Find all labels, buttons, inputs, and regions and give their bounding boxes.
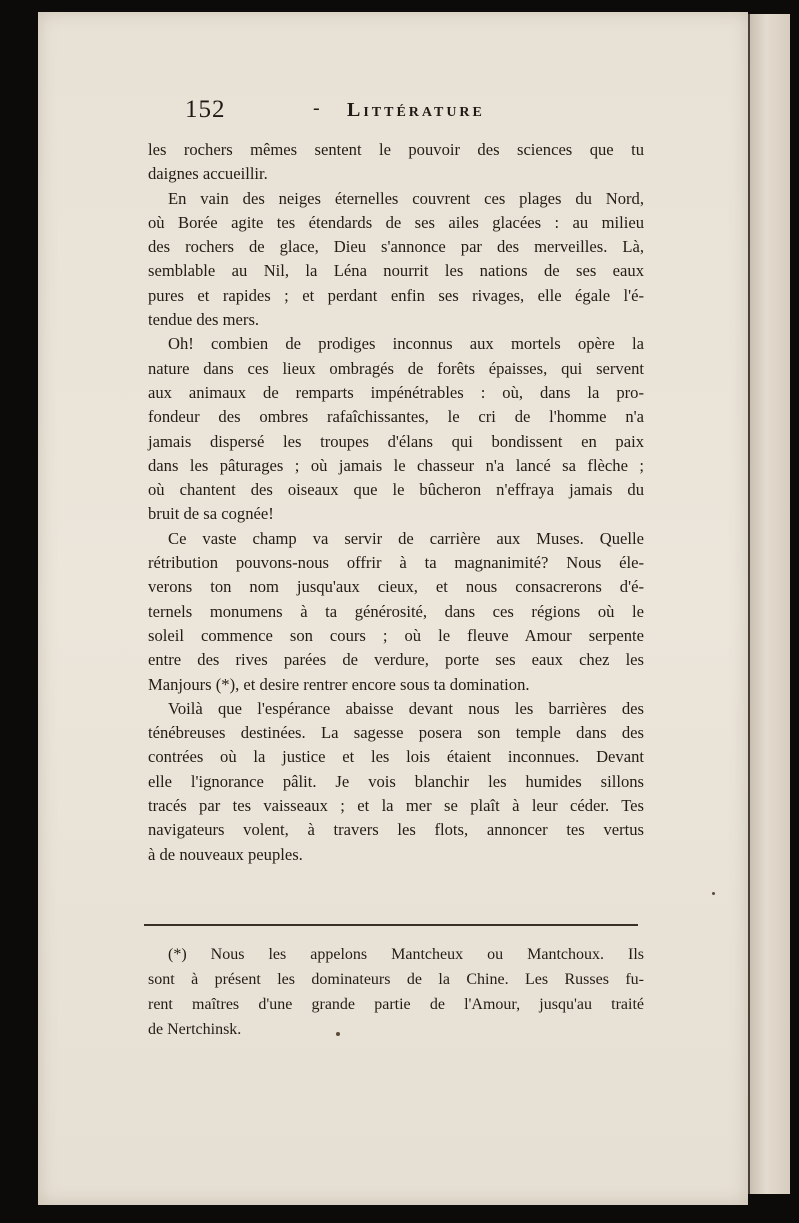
- text-line: ternels monumens à ta générosité, dans ces régions où le: [148, 601, 644, 621]
- book-page: [38, 12, 748, 1205]
- text-line: verons ton nom jusqu'aux cieux, et nous consacrerons d'é-: [148, 577, 644, 597]
- footnote: [148, 942, 644, 1042]
- text-line: Ce vaste champ va servir de carrière aux Muses. Quelle: [168, 528, 644, 548]
- footnote-line: de Nertchinsk.: [148, 1021, 242, 1038]
- text-line: dans les pâturages ; où jamais le chasseur n'a lancé sa flèche ;: [148, 455, 644, 475]
- footnote-rule: [144, 924, 638, 926]
- body-text: [148, 138, 644, 867]
- text-line: semblable au Nil, la Léna nourrit les nations de ses eaux: [148, 261, 644, 281]
- paragraph: [148, 187, 644, 333]
- text-line: bruit de sa cognée!: [148, 504, 274, 524]
- footnote-line: (*) Nous les appelons Mantcheux ou Mantchoux. Ils: [168, 946, 644, 963]
- text-line: aux animaux de remparts impénétrables : où, dans la pro-: [148, 382, 644, 402]
- paper-speck: [336, 1032, 340, 1036]
- paragraph: [148, 527, 644, 697]
- text-line: à de nouveaux peuples.: [148, 844, 303, 864]
- text-line: Manjours (*), et desire rentrer encore sous ta domination.: [148, 674, 530, 694]
- text-line: soleil commence son cours ; où le fleuve Amour serpente: [148, 625, 644, 645]
- text-line: elle l'ignorance pâlit. Je vois blanchir les humides sillons: [148, 771, 644, 791]
- paragraph: [148, 138, 644, 187]
- paragraph: [148, 332, 644, 526]
- text-line: daignes accueillir.: [148, 164, 268, 184]
- text-line: navigateurs volent, à travers les flots, annoncer tes vertus: [148, 820, 644, 840]
- text-line: tracés par tes vaisseaux ; et la mer se plaît à leur céder. Tes: [148, 796, 644, 816]
- text-line: Voilà que l'espérance abaisse devant nous les barrières des: [168, 698, 644, 718]
- text-line: où chantent des oiseaux que le bûcheron n'effraya jamais du: [148, 480, 644, 500]
- text-line: contrées où la justice et les lois étaient inconnues. Devant: [148, 747, 644, 767]
- text-line: pures et rapides ; et perdant enfin ses rivages, elle égale l'é-: [148, 285, 644, 305]
- page-header: [185, 96, 565, 126]
- text-line: jamais dispersé les troupes d'élans qui bondissent en paix: [148, 431, 644, 451]
- adjacent-page-edge: [748, 14, 790, 1194]
- text-line: nature dans ces lieux ombragés de forêts épaisses, qui servent: [148, 358, 644, 378]
- text-line: Oh! combien de prodiges inconnus aux mortels opère la: [168, 334, 644, 354]
- text-line: En vain des neiges éternelles couvrent ces plages du Nord,: [168, 188, 644, 208]
- text-line: fondeur des ombres rafaîchissantes, le cri de l'homme n'a: [148, 407, 644, 427]
- text-line: les rochers mêmes sentent le pouvoir des sciences que tu: [148, 140, 644, 159]
- footnote-line: sont à présent les dominateurs de la Chine. Les Russes fu-: [148, 971, 644, 988]
- paragraph: [148, 697, 644, 867]
- text-line: rétribution pouvons-nous offrir à ta magnanimité? Nous éle-: [148, 553, 644, 573]
- text-line: des rochers de glace, Dieu s'annonce par des merveilles. Là,: [148, 237, 644, 257]
- paper-speck: [712, 892, 715, 895]
- text-line: entre des rives parées de verdure, porte ses eaux chez les: [148, 650, 644, 670]
- running-head: Littérature: [347, 99, 485, 121]
- footnote-line: rent maîtres d'une grande partie de l'Amour, jusqu'au traité: [148, 996, 644, 1013]
- text-line: ténébreuses destinées. La sagesse posera son temple dans des: [148, 723, 644, 743]
- text-line: tendue des mers.: [148, 310, 260, 330]
- header-dash: -: [313, 97, 320, 119]
- page-number: 152: [185, 96, 226, 123]
- text-line: où Borée agite tes étendards de ses ailes glacées : au milieu: [148, 212, 644, 232]
